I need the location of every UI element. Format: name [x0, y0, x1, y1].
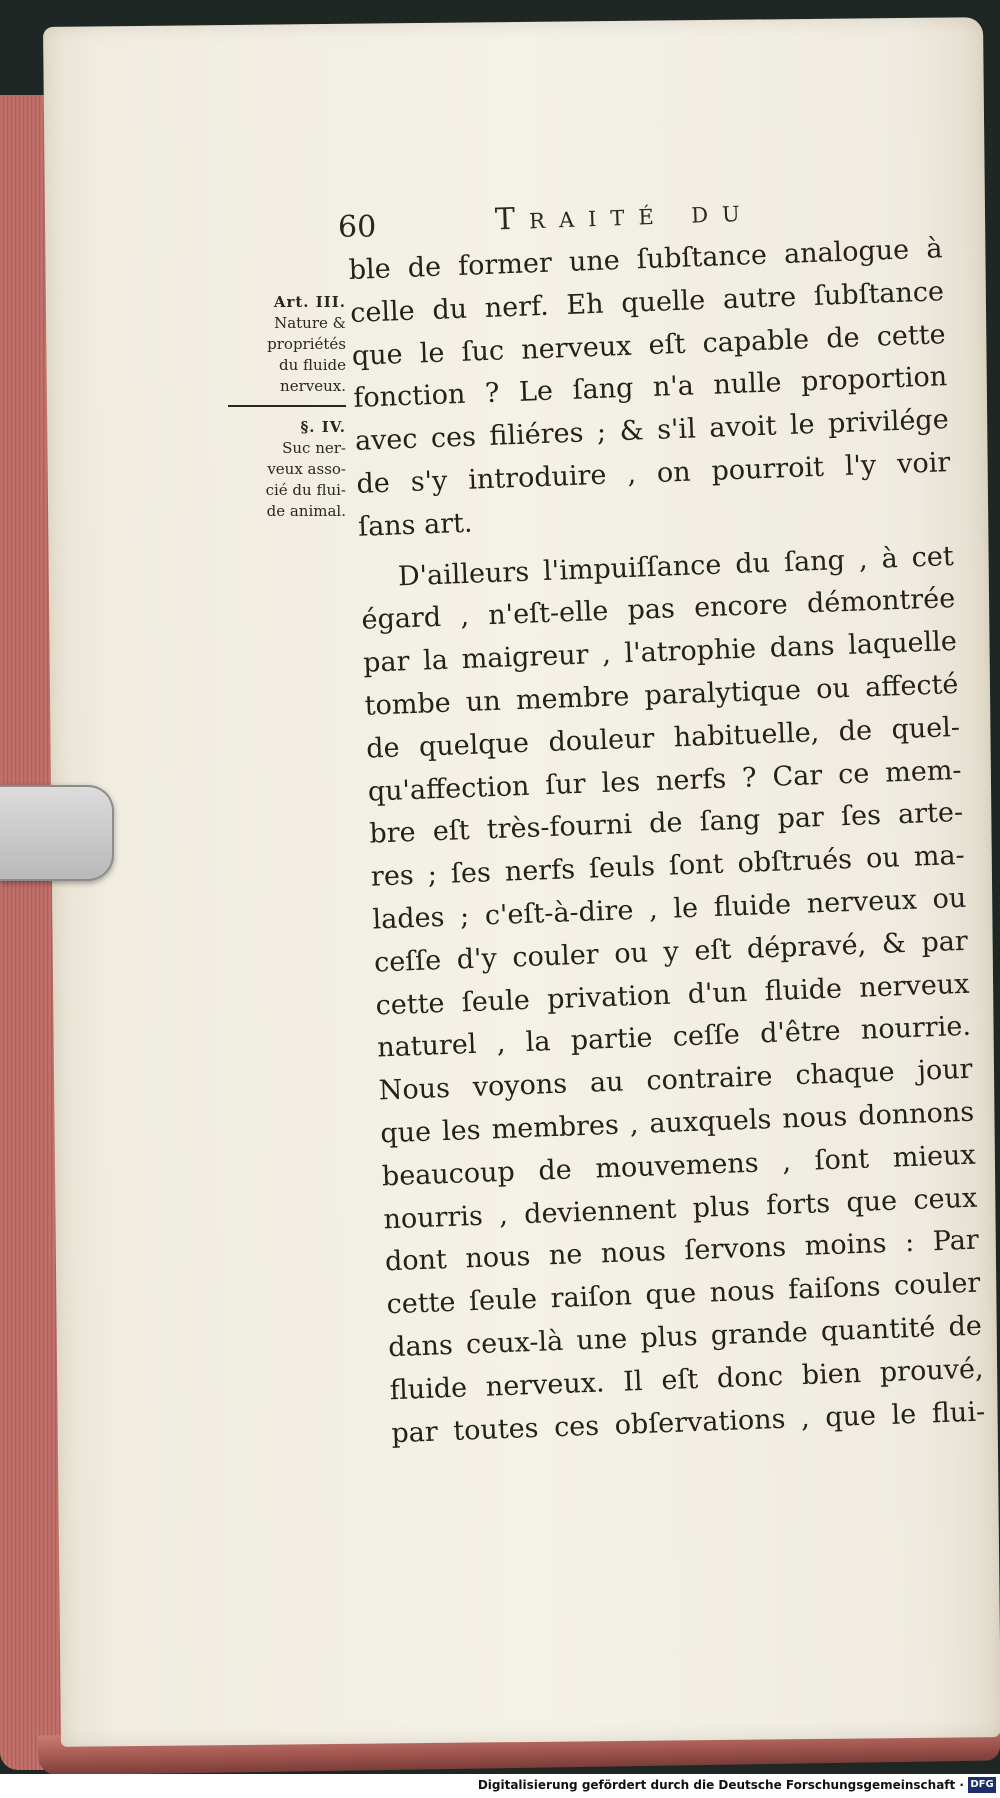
text-line: nourris , deviennent plus forts que ceux	[382, 1182, 978, 1235]
text-line: cette ſeule raiſon que nous faiſons couler	[386, 1267, 981, 1321]
running-title: Traité du	[494, 193, 755, 238]
page-number: 60	[338, 210, 377, 245]
marginal-article-line: propriétés	[267, 335, 346, 353]
text-line: que le ſuc nerveux eſt capable de cette	[351, 318, 947, 372]
text-line: que les membres , auxquels nous donnons	[379, 1096, 975, 1150]
text-line: dans ceux-là une plus grande quantité de	[387, 1310, 983, 1364]
marginal-divider	[228, 405, 346, 407]
marginal-section-line: veux asso-	[267, 460, 346, 478]
text-line: celle du nerf. Eh quelle autre ſubſtance	[349, 275, 945, 329]
marginal-section-line: Suc ner-	[282, 439, 346, 457]
page-clip-tab	[0, 785, 114, 881]
text-line: lades ; c'eſt-à-dire , le fluide nerveux ou	[371, 882, 967, 936]
text-line: cette ſeule privation d'un fluide nerveux	[375, 968, 970, 1022]
text-line: tombe un membre paralytique ou affecté	[364, 668, 959, 722]
dfg-logo: DFG	[968, 1777, 996, 1793]
marginal-article-line: du fluide	[279, 356, 346, 374]
text-line: Nous voyons au contraire chaque jour	[378, 1053, 974, 1107]
marginal-article-line: Nature &	[274, 314, 346, 332]
body-text	[348, 228, 986, 1455]
marginal-article: Art. III.	[273, 293, 346, 311]
marginal-notes	[226, 292, 346, 522]
marginal-section: §. IV.	[300, 418, 346, 436]
text-line: beaucoup de mouvemens , ſont mieux	[381, 1139, 977, 1193]
text-line: fonction ? Le ſang n'a nulle proportion	[352, 361, 948, 415]
text-line: de quelque douleur habituelle, de quel-	[365, 711, 961, 765]
marginal-section-line: cié du flui-	[265, 481, 346, 499]
text-line: bre eſt très-fourni de ſang par ſes arte-	[368, 797, 964, 850]
text-line: par toutes ces obſervations , que le flui-	[390, 1395, 986, 1449]
text-line: qu'affection ſur les nerfs ? Car ce mem-	[367, 754, 963, 808]
text-line: de s'y introduire , on pourroit l'y voir	[356, 447, 951, 500]
text-line: dont nous ne nous ſervons moins : Par	[384, 1224, 980, 1278]
text-line: ſans art.	[357, 507, 474, 543]
footer-credit: Digitalisierung gefördert durch die Deutsche Forschungsgemeinschaft ·	[477, 1778, 964, 1792]
marginal-section-line: de animal.	[266, 502, 346, 520]
marginal-article-line: nerveux.	[280, 377, 346, 395]
text-line: ble de former une ſubſtance analogue à	[348, 233, 943, 286]
text-line: ceſſe d'y couler ou y eſt dépravé, & par	[373, 925, 969, 979]
text-line: fluide nerveux. Il eſt donc bien prouvé,	[389, 1353, 984, 1406]
text-line: par la maigreur , l'atrophie dans laquelle	[362, 626, 958, 679]
text-line: naturel , la partie ceſſe d'être nourrie.	[376, 1011, 972, 1064]
text-line: égard , n'eſt-elle pas encore démontrée	[361, 583, 956, 637]
text-line: res ; ſes nerfs ſeuls ſont obſtrués ou ma-	[370, 839, 966, 893]
text-line: D'ailleurs l'impuiſſance du ſang , à cet	[397, 540, 955, 592]
text-line: avec ces filiéres ; & s'il avoit le privilége	[354, 404, 950, 458]
